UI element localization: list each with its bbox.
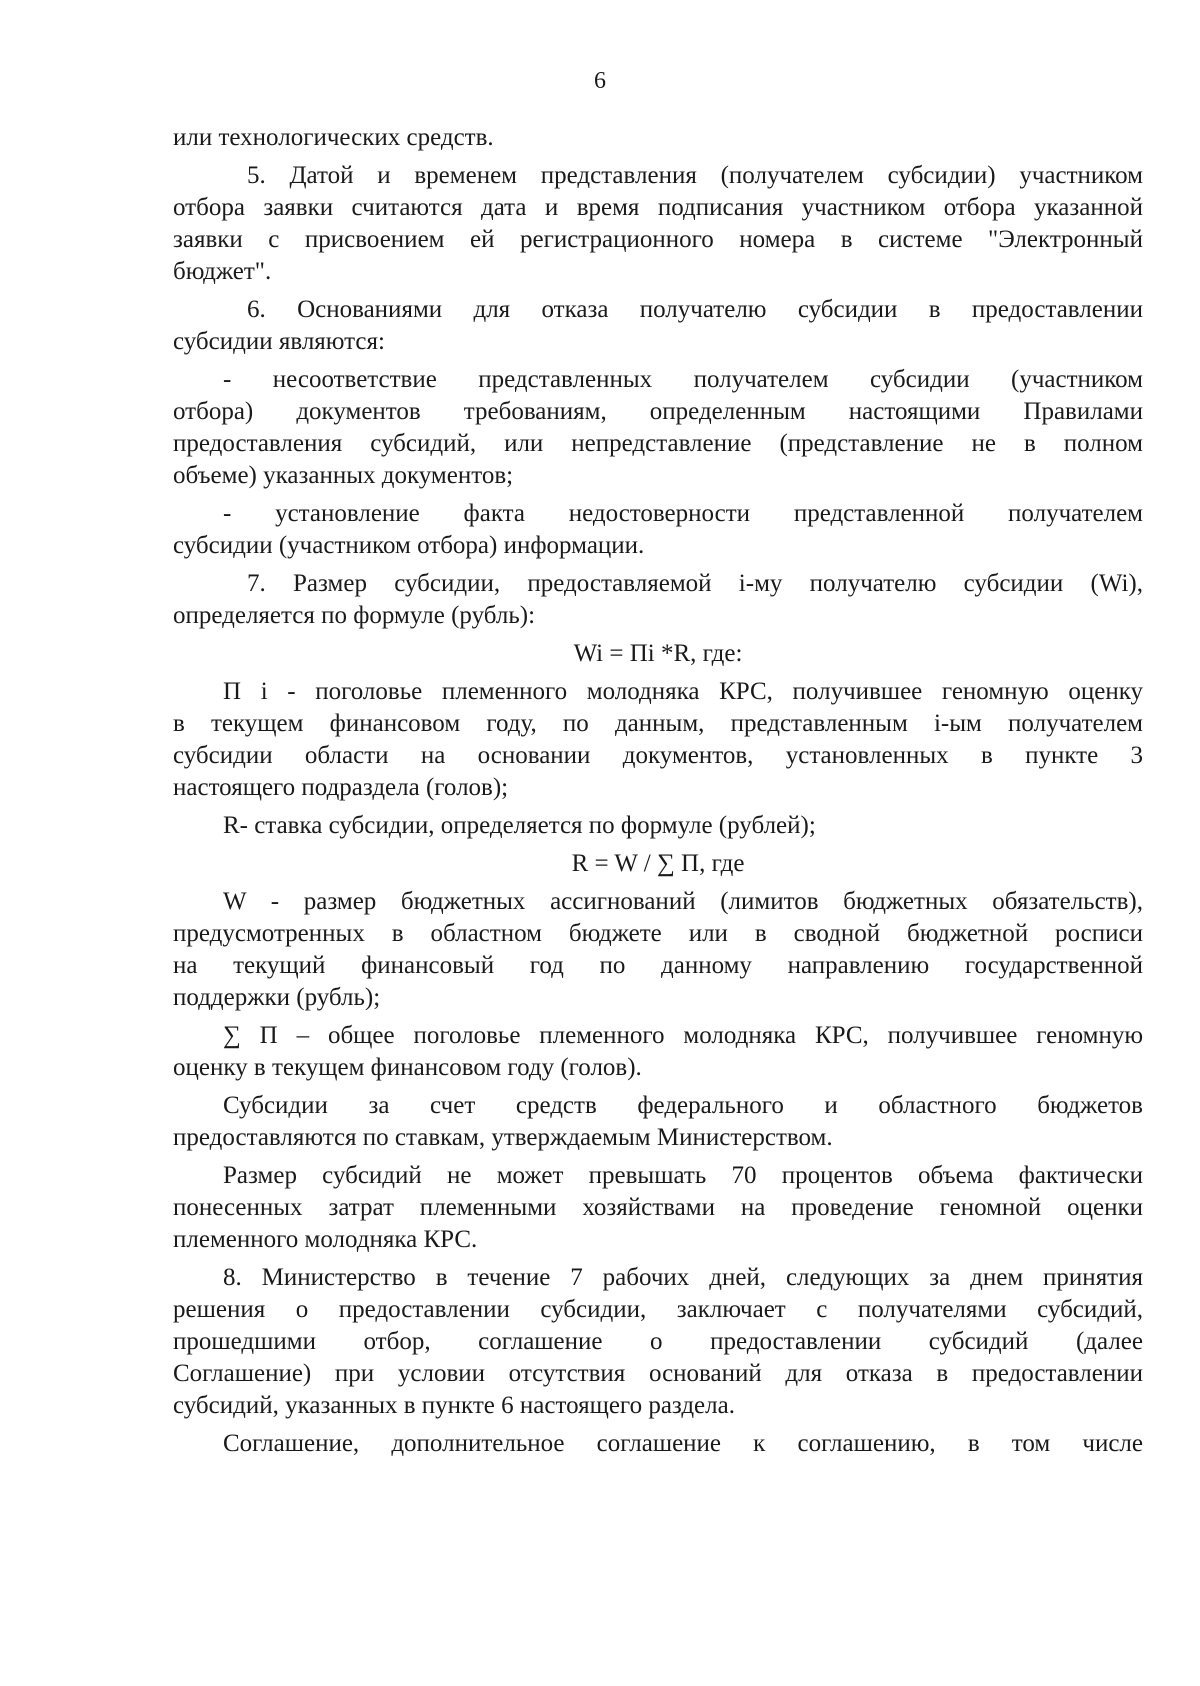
text-line: настоящего подраздела (голов);: [173, 774, 509, 801]
text-line: предоставляются по ставкам, утверждаемым Министерством.: [173, 1124, 833, 1151]
text-line: прошедшими отбор, соглашение о предоставлении субсидий (далее: [173, 1328, 1143, 1355]
text-line: - установление факта недостоверности представленной получателем: [223, 500, 1143, 527]
text-line: отбора заявки считаются дата и время подписания участником отбора указанной: [173, 194, 1143, 221]
text-line: субсидии (участником отбора) информации.: [173, 532, 645, 559]
text-line: предоставления субсидий, или непредставление (представление не в полном: [173, 430, 1143, 457]
text-line: 8. Министерство в течение 7 рабочих дней, следующих за днем принятия: [223, 1264, 1143, 1291]
paragraph-limit: [173, 1160, 1143, 1256]
text-line: оценку в текущем финансовом году (голов).: [173, 1054, 642, 1081]
text-line: понесенных затрат племенными хозяйствами на проведение геномной оценки: [173, 1194, 1143, 1221]
formula-r: [173, 848, 1143, 880]
formula-wi: [173, 638, 1143, 670]
text-line: 7. Размер субсидии, предоставляемой i-му получателю субсидии (Wi),: [247, 570, 1143, 597]
text-line: Субсидии за счет средств федерального и областного бюджетов: [223, 1092, 1143, 1119]
list-item-nonconformity: [173, 364, 1143, 492]
text-line: Соглашение) при условии отсутствия оснований для отказа в предоставлении: [173, 1360, 1143, 1387]
text-line: отбора) документов требованиям, определенным настоящими Правилами: [173, 398, 1143, 425]
text-line: предусмотренных в областном бюджете или в сводной бюджетной росписи: [173, 920, 1143, 947]
list-item-unreliable-info: [173, 498, 1143, 562]
text-line: 6. Основаниями для отказа получателю субсидии в предоставлении: [247, 296, 1143, 323]
text-line: племенного молодняка КРС.: [173, 1226, 478, 1253]
text-line: или технологических средств.: [173, 124, 494, 151]
text-line: - несоответствие представленных получателем субсидии (участником: [223, 366, 1143, 393]
paragraph-7: [173, 568, 1143, 632]
text-line: бюджет".: [173, 258, 272, 285]
text-line: Соглашение, дополнительное соглашение к соглашению, в том числе: [223, 1430, 1143, 1457]
text-line: поддержки (рубль);: [173, 984, 381, 1011]
paragraph-5: [173, 160, 1143, 288]
text-line: определяется по формуле (рубль):: [173, 602, 536, 629]
text-line: Размер субсидий не может превышать 70 процентов объема фактически: [223, 1162, 1143, 1189]
formula: Wi = Пi *R, где:: [573, 640, 743, 667]
document-body: [173, 122, 1143, 1460]
page-number: 6: [594, 68, 606, 94]
formula: R = W / ∑ П, где: [571, 850, 745, 877]
text-line: заявки с присвоением ей регистрационного номера в системе "Электронный: [173, 226, 1143, 253]
text-line: R- ставка субсидии, определяется по формуле (рублей);: [223, 812, 816, 839]
definition-w: [173, 886, 1143, 1014]
text-line: 5. Датой и временем представления (получателем субсидии) участником: [247, 162, 1143, 189]
paragraph-rates: [173, 1090, 1143, 1154]
text-line: W - размер бюджетных ассигнований (лимитов бюджетных обязательств),: [223, 888, 1143, 915]
text-line: объеме) указанных документов;: [173, 462, 514, 489]
text-line: П i - поголовье племенного молодняка КРС, получившее геномную оценку: [223, 678, 1143, 705]
text-line: в текущем финансовом году, по данным, представленным i-ым получателем: [173, 710, 1143, 737]
text-line: субсидии являются:: [173, 328, 385, 355]
text-line: субсидий, указанных в пункте 6 настоящего раздела.: [173, 1392, 735, 1419]
definition-pi: [173, 676, 1143, 804]
paragraph-continuation: [173, 122, 1143, 154]
paragraph-6: [173, 294, 1143, 358]
text-line: субсидии области на основании документов, установленных в пункте 3: [173, 742, 1143, 769]
text-line: ∑ П – общее поголовье племенного молодняка КРС, получившее геномную: [223, 1022, 1143, 1049]
paragraph-agreement: [173, 1428, 1143, 1460]
definition-r: [173, 810, 1143, 842]
text-line: решения о предоставлении субсидии, заключает с получателями субсидий,: [173, 1296, 1143, 1323]
text-line: на текущий финансовый год по данному направлению государственной: [173, 952, 1143, 979]
paragraph-8: [173, 1262, 1143, 1422]
definition-sum-p: [173, 1020, 1143, 1084]
